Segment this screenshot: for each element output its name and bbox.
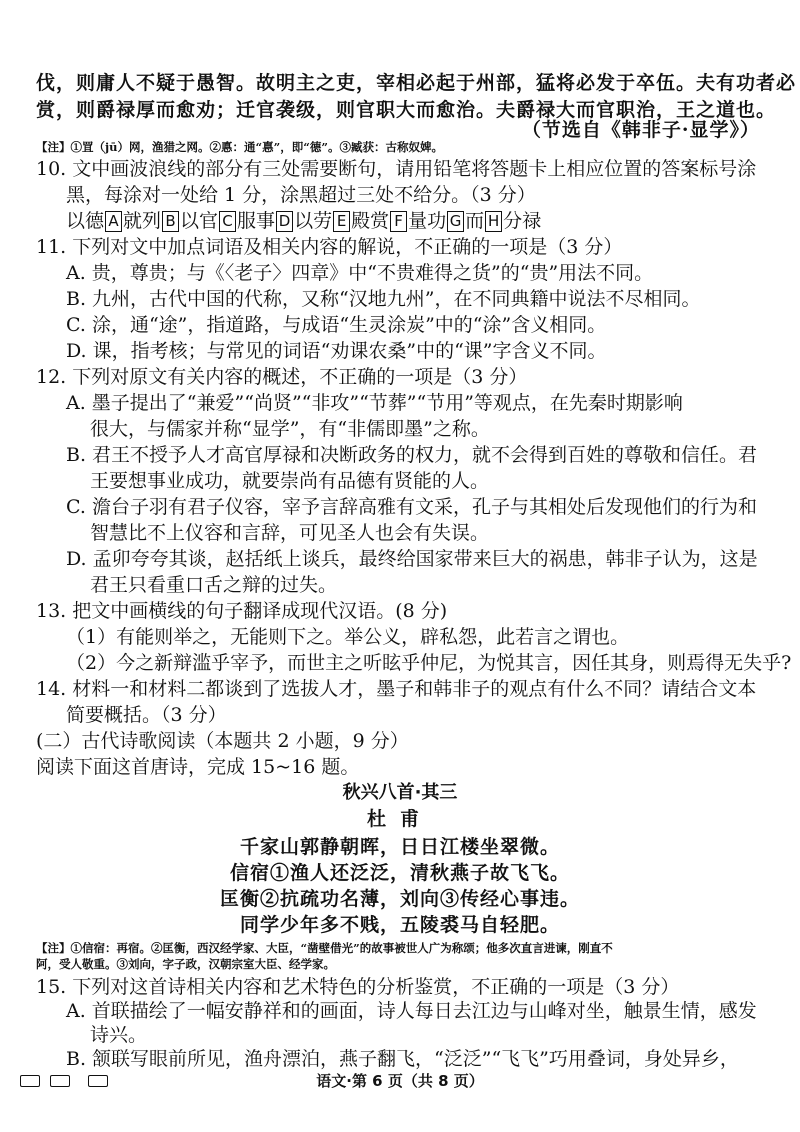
q12-option-b-1: B. 君王不授予人才高官厚禄和决断政务的权力，就不会得到百姓的尊敬和信任。君 [66, 444, 758, 466]
q10-box-a[interactable]: A [105, 211, 122, 232]
passage-line-2: 赏，则爵禄厚而愈劝；迁官袭级，则官职大而愈治。夫爵禄大而官职治，王之道也。 [36, 99, 777, 121]
q10-seg-3: 服事 [237, 210, 276, 232]
q10-box-f[interactable]: F [390, 211, 407, 232]
q12-option-d-2: 君王只看重口舌之辩的过失。 [90, 574, 338, 596]
q15-option-b-1: B. 颔联写眼前所见，渔舟漂泊，燕子翻飞，“泛泛”“飞飞”巧用叠词，身处异乡， [66, 1048, 739, 1070]
q10-seg-5: 殿赏 [351, 210, 390, 232]
q13-sentence-2: （2）今之新辩滥乎宰予，而世主之听眩乎仲尼，为悦其言，因任其身，则焉得无失乎? [66, 652, 792, 674]
poem-line-4: 同学少年多不贱，五陵裘马自轻肥。 [239, 914, 560, 936]
q11-option-d: D. 课，指考核；与常见的词语“劝课农桑”中的“课”字含义不同。 [66, 340, 607, 362]
poem-line-3: 匡衡②抗疏功名薄，刘向③传经心事违。 [219, 888, 580, 910]
q12-option-c-1: C. 澹台子羽有君子仪容，宰予言辞高雅有文采，孔子与其相处后发现他们的行为和 [66, 496, 757, 518]
poem-title: 秋兴八首·其三 [342, 782, 458, 803]
q10-box-b[interactable]: B [162, 211, 179, 232]
passage-line-1: 伐，则庸人不疑于愚智。故明主之吏，宰相必起于州部，猛将必发于卒伍。夫有功者必 [36, 72, 797, 94]
q12-option-c-2: 智慧比不上仪容和言辞，可见圣人也会有失误。 [90, 522, 490, 544]
q12-option-a-1: A. 墨子提出了“兼爱”“尚贤”“非攻”“节葬”“节用”等观点，在先秦时期影响 [66, 392, 683, 414]
q12-option-d-1: D. 孟卯夸夸其谈，赵括纸上谈兵，最终给国家带来巨大的祸患，韩非子认为，这是 [66, 548, 758, 570]
q12-stem: 12. 下列对原文有关内容的概述，不正确的一项是（3 分） [36, 366, 528, 388]
poem-note-2: 阿，受人敬重。③刘向，字子政，汉朝宗室大臣、经学家。 [36, 957, 335, 971]
section-instruction: 阅读下面这首唐诗，完成 15~16 题。 [36, 756, 360, 778]
q14-stem-1: 14. 材料一和材料二都谈到了选拔人才，墨子和韩非子的观点有什么不同？请结合文本 [36, 678, 757, 700]
q11-stem: 11. 下列对文中加点词语及相关内容的解说，不正确的一项是（3 分） [36, 236, 623, 258]
q10-box-h[interactable]: H [485, 211, 502, 232]
q10-box-c[interactable]: C [219, 211, 236, 232]
q12-option-a-2: 很大，与儒家并称“显学”，有“非儒即墨”之称。 [90, 418, 490, 440]
q13-stem: 13. 把文中画横线的句子翻译成现代汉语。(8 分) [36, 600, 448, 622]
q15-option-a-2: 诗兴。 [90, 1024, 148, 1046]
poem-line-1: 千家山郭静朝晖，日日江楼坐翠微。 [239, 836, 560, 858]
q10-seg-0: 以德 [66, 210, 105, 232]
passage-note: 【注】①罝（jū）网，渔猎之网。②悳：通“惪”，即“德”。③臧获：古称奴婢。 [36, 140, 443, 154]
q10-seg-7: 而 [465, 210, 485, 232]
q10-stem-2: 黑，每涂对一处给 1 分，涂黑超过三处不给分。（3 分） [66, 184, 536, 206]
q10-box-d[interactable]: D [276, 211, 293, 232]
q10-seg-8: 分禄 [503, 210, 542, 232]
q11-option-c: C. 涂，通“途”，指道路，与成语“生灵涂炭”中的“涂”含义相同。 [66, 314, 607, 336]
page-footer: 语文·第 6 页（共 8 页） [316, 1072, 484, 1090]
q10-seg-6: 量功 [408, 210, 447, 232]
q10-seg-1: 就列 [123, 210, 162, 232]
passage-source: （节选自《韩非子·显学》） [521, 119, 760, 141]
q13-sentence-1: （1）有能则举之，无能则下之。举公义，辟私怨，此若言之谓也。 [66, 626, 630, 648]
q15-option-a-1: A. 首联描绘了一幅安静祥和的画面，诗人每日去江边与山峰对坐，触景生情，感发 [66, 1000, 757, 1022]
q10-box-e[interactable]: E [333, 211, 350, 232]
q15-stem: 15. 下列对这首诗相关内容和艺术特色的分析鉴赏，不正确的一项是（3 分） [36, 976, 680, 998]
q10-box-g[interactable]: G [447, 211, 464, 232]
q10-stem-1: 10. 文中画波浪线的部分有三处需要断句，请用铅笔将答题卡上相应位置的答案标号涂 [36, 158, 757, 180]
poem-line-2: 信宿①渔人还泛泛，清秋燕子故飞飞。 [229, 862, 570, 884]
q10-sentence [66, 208, 541, 234]
section-title: (二）古代诗歌阅读（本题共 2 小题，9 分） [36, 730, 409, 752]
q11-option-a: A. 贵，尊贵；与《〈老子〉四章》中“不贵难得之货”的“贵”用法不同。 [66, 262, 654, 284]
q10-seg-2: 以官 [180, 210, 219, 232]
poem-author: 杜甫 [366, 808, 433, 830]
poem-note-1: 【注】①信宿：再宿。②匡衡，西汉经学家、大臣，“凿壁借光”的故事被世人广为称颂；他多次直言进谏，刚直不 [36, 941, 613, 955]
q10-seg-4: 以劳 [294, 210, 333, 232]
q11-option-b: B. 九州，古代中国的代称，又称“汉地九州”，在不同典籍中说法不尽相同。 [66, 288, 701, 310]
q12-option-b-2: 王要想事业成功，就要崇尚有品德有贤能的人。 [90, 470, 490, 492]
q14-stem-2: 简要概括。（3 分） [66, 704, 227, 726]
